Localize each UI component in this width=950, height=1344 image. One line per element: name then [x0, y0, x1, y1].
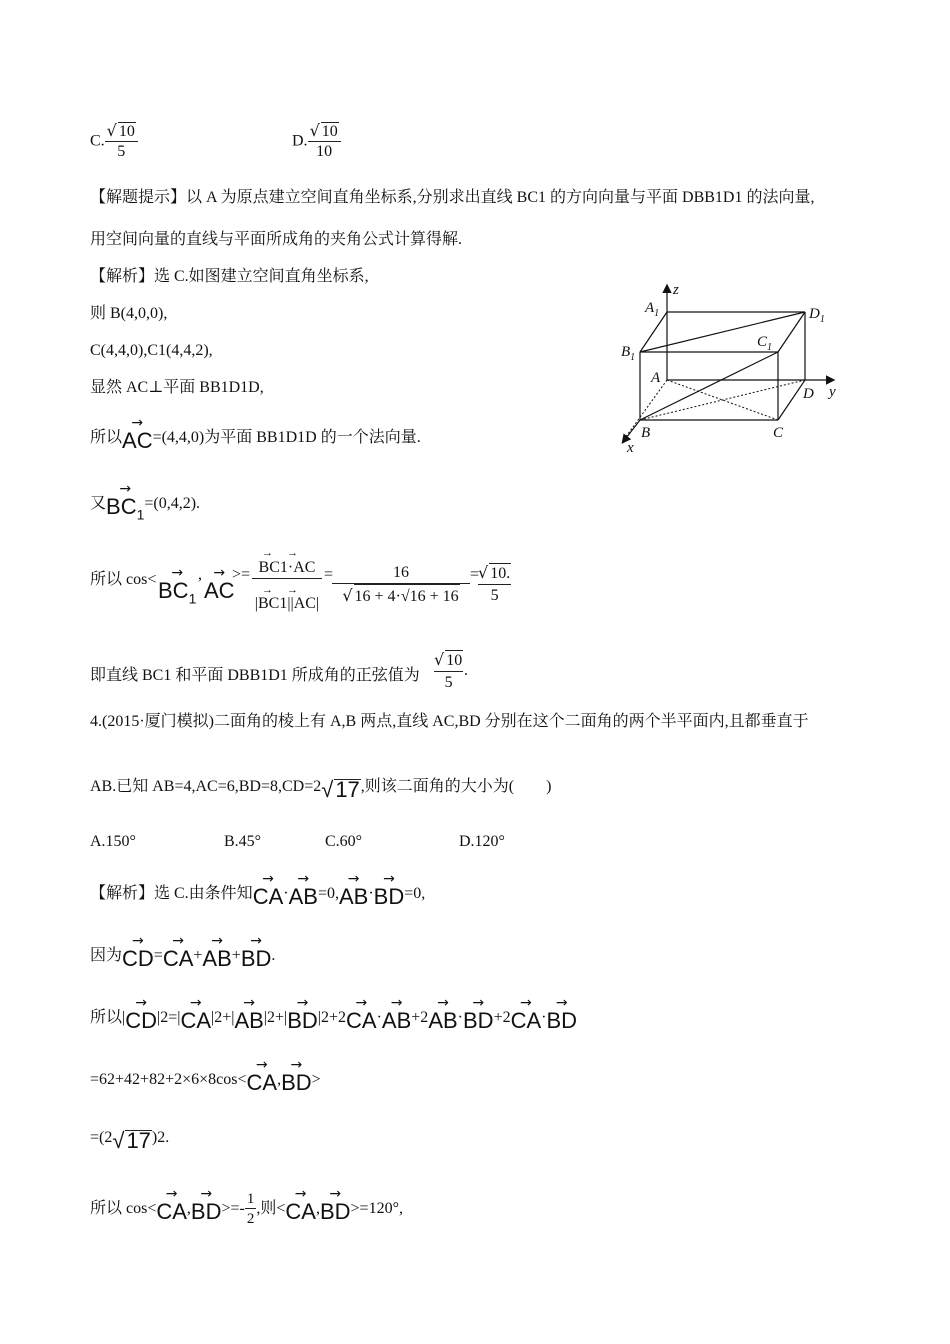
option-c-label: C. [90, 132, 105, 150]
s4-l3-vec-ab3: → AB [428, 995, 458, 1033]
s4-l3-vec-bd3: → BD [546, 995, 578, 1033]
s4-l6-ca: CA [156, 1199, 187, 1225]
s4-l3-ca: CA [180, 1008, 211, 1033]
label-d1-sub: 1 [819, 314, 825, 325]
option-c-numerator: 10 [118, 123, 135, 140]
s4-l3-vec-bd2: → BD [463, 995, 494, 1033]
s4-l3-vec-ca: → CA [180, 995, 211, 1033]
label-x: x [627, 440, 634, 456]
s4-l2-vec-cd: → CD [122, 933, 154, 971]
s4-l3-vec-ab2: → AB [381, 995, 412, 1033]
label-b1-sub: 1 [630, 352, 636, 363]
s4-l5-sqrt-sign: √ [112, 1128, 125, 1153]
s4-l3-vec-ca3: → CA [510, 995, 542, 1033]
bc-prefix: 又 [90, 495, 107, 512]
hint-line-1: 【解题提示】以 A 为原点建立空间直角坐标系,分别求出直线 BC1 的方向向量与平面 DBB1D1 的法向量, [90, 189, 815, 206]
cos-ac-text: AC [204, 578, 235, 603]
s4-l2-ca: CA [162, 946, 194, 971]
frac3 [478, 563, 511, 607]
s4-l3-ca2: CA [346, 1008, 377, 1033]
s4-l1-rest: =0, [317, 885, 339, 902]
frac1-denominator: |BC1||AC| [254, 595, 320, 612]
s4-l1-vec-bd: → BD [373, 871, 405, 909]
solution3-ac-line [90, 415, 421, 453]
s4-l6-end: >=120°, [350, 1200, 403, 1218]
s4-l1-vec-ab2: → AB [338, 871, 369, 909]
cos-mid: >= [232, 566, 251, 583]
vector-ac: → AC [122, 415, 153, 453]
q4-line-2 [90, 773, 552, 802]
label-d: D [803, 386, 814, 402]
s4-l6-bd2: BD [319, 1199, 351, 1225]
cos-comma: , [198, 566, 202, 583]
bc-suffix: =(0,4,2). [144, 495, 201, 512]
s4-line-1: 【解析】选 C.由条件知 → CA· → AB=0, → AB· → BD=0, [90, 871, 426, 909]
s4-l6-then: ,则< [256, 1200, 286, 1218]
s4-l5-root: 17 [126, 1128, 151, 1153]
q4-line2-prefix: AB.已知 AB=4,AC=6,BD=8,CD=2 [90, 778, 322, 795]
label-a1-letter: A [645, 300, 655, 316]
s4-l3-vec-ab: → AB [234, 995, 264, 1033]
solution3-point-b: 则 B(4,0,0), [90, 305, 168, 322]
frac1-den-arrows: →→ [262, 584, 312, 596]
q4-line-1: 4.(2015·厦门模拟)二面角的棱上有 A,B 两点,直线 AC,BD 分别在这个二面角的两个半平面内,且都垂直于 [90, 713, 809, 730]
s4-l6-prefix: 所以 cos< [90, 1200, 157, 1218]
s4-line-6: 所以 cos< → CA, → BD>=- $\frac{1}{2}$ ,则< → CA, → BD>=120°, [90, 1186, 403, 1227]
s4-l3-ca3: CA [510, 1008, 542, 1033]
s4-l3-bd3: BD [546, 1008, 578, 1033]
eq-1: = [324, 566, 334, 583]
label-y: y [829, 384, 836, 400]
s4-l3-prefix: 所以| [90, 1009, 126, 1026]
option-c-denominator: 5 [117, 143, 126, 160]
frac1-numerator: BC1·AC [252, 558, 322, 579]
s4-line-2: 因为 → CD= → CA+ → AB+ → BD. [90, 933, 276, 971]
eq-2: = [470, 566, 480, 583]
s4-l1-end: =0, [404, 885, 426, 902]
frac2-denominator-wrap: √ 16 + 4·√16 + 16 [332, 584, 470, 609]
solution3-intro: 【解析】选 C.如图建立空间直角坐标系, [90, 268, 369, 285]
cos-vector-ac-inner: → AC [204, 565, 235, 603]
s4-l3-vec-bd: → BD [287, 995, 318, 1033]
label-a1 [644, 300, 659, 319]
s4-l2-prefix: 因为 [90, 947, 123, 964]
solution3-point-c: C(4,4,0),C1(4,4,2), [90, 342, 213, 359]
option-d [292, 122, 341, 162]
s4-line-3: 所以| → CD|2=| → CA|2+| → AB|2+| → BD|2+2 → CA· → AB+2 → AB· → BD+2 → CA· → BD [90, 995, 578, 1033]
s4-l1-vec-ab: → AB [288, 871, 318, 909]
vector-bc1: → $BC_1$ [106, 481, 145, 523]
s4-l6-vec-bd2: → BD [319, 1186, 351, 1225]
s4-l3-vec-cd: → CD [125, 995, 157, 1033]
s4-l1-ab2: AB [338, 884, 369, 909]
cos-bc1-sub: 1 [188, 590, 197, 607]
conclusion-numerator: 10 [446, 652, 463, 669]
s4-l1-bd: BD [373, 884, 405, 909]
s4-l3-ab2: AB [381, 1008, 412, 1033]
cos-vector-bc1 [158, 565, 197, 609]
label-c1-sub: 1 [767, 342, 773, 353]
s4-l6-num: 1 [246, 1191, 255, 1207]
label-c: C [773, 425, 784, 441]
s4-l3-ab3: AB [428, 1008, 458, 1033]
s4-l6-vec-ca2: → CA [285, 1186, 316, 1225]
cos-vector-ac [204, 565, 235, 603]
q4-option-b: B.45° [224, 833, 262, 850]
option-c [90, 122, 138, 162]
s4-l6-bd: BD [190, 1199, 222, 1225]
diagonal-bd [640, 380, 805, 420]
s4-l4-vec-bd: → BD [281, 1057, 312, 1095]
label-a: A [651, 370, 661, 386]
s4-l2-ab: AB [202, 946, 232, 971]
label-b: B [641, 425, 651, 441]
s4-l2-vec-ca: → CA [162, 933, 194, 971]
q4-option-d: D.120° [459, 833, 505, 850]
option-c-fraction: $\frac{√ 10}{5}$ [105, 122, 138, 162]
option-d-denominator: 10 [316, 143, 333, 160]
s4-l5-prefix: =(2 [90, 1129, 113, 1146]
s4-l4-ca: CA [246, 1070, 278, 1095]
frac2-denominator: 16 + 4·√16 + 16 [354, 584, 460, 609]
q4-option-c: C.60° [325, 833, 363, 850]
s4-l1-ca: CA [252, 884, 284, 909]
s4-l4-suffix: > [311, 1071, 321, 1088]
s4-l6-mid: >=- [221, 1200, 245, 1218]
s4-l4-prefix: =62+42+82+2×6×8cos< [90, 1071, 247, 1088]
s4-l6-ca2: CA [285, 1199, 316, 1225]
frac2 [332, 563, 470, 609]
label-c1-letter: C [757, 334, 768, 350]
label-z: z [673, 282, 679, 298]
s4-l6-vec-bd: → BD [190, 1186, 222, 1225]
conclusion-fraction [434, 650, 463, 694]
s4-l2-vec-ab: → AB [202, 933, 232, 971]
s4-l3-bd: BD [287, 1008, 318, 1033]
solution3-bc-line [90, 481, 201, 523]
q4-sqrt-sign: √ [321, 777, 334, 802]
s4-l1-vec-ca: → CA [252, 871, 284, 909]
q4-sqrt-value: 17 [335, 777, 360, 802]
s4-l2-cd: CD [122, 946, 154, 971]
diagonal-b1d1 [640, 312, 805, 352]
label-a1-sub: 1 [654, 308, 660, 319]
cos-prefix: 所以 cos< [90, 571, 157, 588]
frac1 [252, 548, 322, 613]
s4-l4-vec-ca: → CA [246, 1057, 278, 1095]
s4-l6-fraction [245, 1190, 257, 1229]
label-d1-letter: D [809, 306, 820, 322]
label-d1 [808, 306, 825, 325]
conclusion-denominator: 5 [444, 674, 453, 691]
s4-l1-prefix: 【解析】选 C.由条件知 [90, 885, 253, 902]
frac1-arrows: →→ [262, 547, 312, 559]
s4-l4-bd: BD [281, 1070, 312, 1095]
s4-l3-bd2: BD [463, 1008, 494, 1033]
label-c1 [757, 334, 772, 353]
s4-l6-vec-ca: → CA [156, 1186, 187, 1225]
option-d-label: D. [292, 132, 308, 150]
s4-line-5 [90, 1124, 170, 1153]
ac-prefix: 所以 [90, 429, 123, 446]
edge-cd [778, 380, 805, 420]
label-b1-letter: B [621, 344, 631, 360]
frac2-numerator: 16 [332, 563, 470, 584]
s4-l5-suffix: )2. [151, 1129, 170, 1146]
vector-bc1-text: BC [106, 494, 137, 519]
option-d-fraction: $\frac{√ 10}{10}$ [308, 122, 341, 162]
label-b1 [621, 344, 635, 363]
vector-ac-text: AC [122, 428, 153, 453]
conclusion-num-wrap: √ 10 [434, 650, 463, 672]
s4-l2-bd: BD [240, 946, 272, 971]
frac3-denominator: 5 [490, 587, 499, 604]
vector-bc1-sub: 1 [136, 506, 145, 523]
solution3-perpendicular: 显然 AC⊥平面 BB1D1D, [90, 379, 264, 396]
ac-suffix: =(4,4,0)为平面 BB1D1D 的一个法向量. [152, 429, 421, 446]
hint-line-2: 用空间向量的直线与平面所成角的夹角公式计算得解. [90, 231, 463, 248]
cos-bc1-text: BC [158, 578, 189, 603]
s4-l6-den: 2 [246, 1211, 255, 1227]
x-axis [623, 420, 640, 442]
s4-line-4: =62+42+82+2×6×8cos< → CA, → BD> [90, 1057, 321, 1095]
s4-l3-vec-ca2: → CA [346, 995, 377, 1033]
option-d-numerator: 10 [321, 123, 338, 140]
q4-line2-suffix: ,则该二面角的大小为( ) [360, 778, 552, 795]
s4-l1-ab: AB [288, 884, 318, 909]
s4-l2-vec-bd: → BD [240, 933, 272, 971]
line-bc1 [640, 352, 778, 420]
frac3-num-wrap: √ 10. [478, 563, 511, 585]
s4-l3-cd: CD [125, 1008, 157, 1033]
coordinate-box-figure [615, 280, 850, 460]
conclusion-prefix: 即直线 BC1 和平面 DBB1D1 所成角的正弦值为 [90, 667, 420, 684]
frac3-numerator: 10. [490, 565, 511, 582]
cos-vector-bc1-inner: → $BC_1$ [158, 565, 197, 607]
s4-l3-ab: AB [234, 1008, 264, 1033]
q4-option-a: A.150° [90, 833, 136, 850]
conclusion-suffix: . [464, 662, 468, 679]
